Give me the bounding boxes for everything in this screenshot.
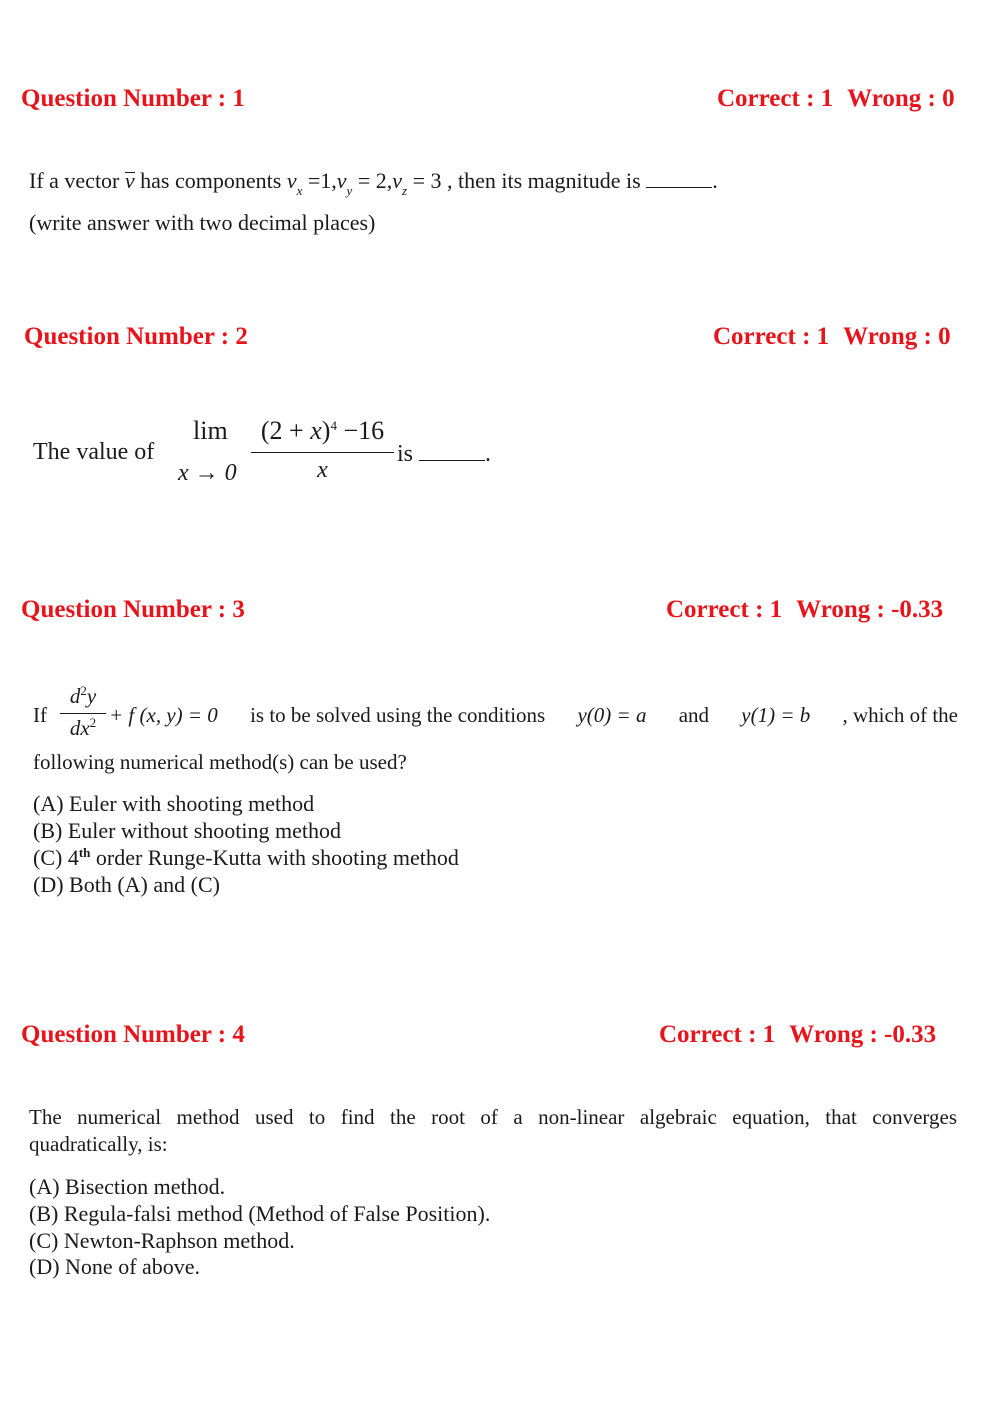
question-4-text-line2: quadratically, is: bbox=[29, 1132, 168, 1156]
question-3-option-a: (A) Euler with shooting method bbox=[33, 791, 315, 816]
limit-fraction bbox=[251, 414, 394, 487]
answer-blank bbox=[419, 442, 485, 461]
condition-2: y(1) = b bbox=[741, 703, 811, 727]
derivative-denominator: $dx^2$ bbox=[69, 715, 97, 740]
answer-blank bbox=[646, 169, 712, 188]
question-3-correct: Correct : 1 bbox=[666, 596, 783, 623]
question-4-option-d: (D) None of above. bbox=[29, 1254, 201, 1279]
question-3-wrong: Wrong : -0.33 bbox=[796, 596, 944, 623]
question-2-correct: Correct : 1 bbox=[713, 323, 830, 350]
limit-subscript: x → 0 bbox=[178, 460, 237, 486]
question-3-heading: Question Number : 3 bbox=[21, 596, 245, 623]
question-1-heading: Question Number : 1 bbox=[21, 85, 245, 112]
ode-equation: + f (x, y) = 0 bbox=[109, 703, 218, 727]
question-1-marks bbox=[717, 86, 955, 111]
limit-operator: lim bbox=[193, 416, 228, 445]
question-4-option-c: (C) Newton-Raphson method. bbox=[29, 1228, 295, 1253]
question-4-option-a: (A) Bisection method. bbox=[29, 1174, 226, 1199]
question-1-correct: Correct : 1 bbox=[717, 85, 834, 112]
question-3-marks bbox=[666, 597, 943, 622]
fraction-numerator: $(2 + x)^4 -16$ bbox=[260, 416, 385, 445]
question-4-marks bbox=[659, 1022, 936, 1047]
derivative-fraction bbox=[60, 682, 106, 745]
question-1-text-line1: If a vector v has components $v_x =1,v_y = 2,v_z = 3$ , then its magnitude is . bbox=[29, 168, 718, 198]
question-2-suffix: is . bbox=[397, 441, 492, 467]
question-4-correct: Correct : 1 bbox=[659, 1021, 776, 1048]
question-2-heading: Question Number : 2 bbox=[24, 323, 248, 350]
question-1-text-line2: (write answer with two decimal places) bbox=[29, 210, 376, 235]
question-3-option-c: (C) 4th order Runge-Kutta with shooting method bbox=[33, 845, 459, 870]
vector-symbol: v bbox=[124, 168, 135, 193]
question-4-text-line1: The numerical method used to find the root of a non-linear algebraic equation, that converges bbox=[29, 1105, 957, 1129]
question-2-wrong: Wrong : 0 bbox=[843, 323, 951, 350]
question-3-if: If bbox=[33, 703, 47, 727]
question-3-option-b: (B) Euler without shooting method bbox=[33, 818, 341, 843]
question-3-equation-line: + f (x, y) = 0 is to be solved using the conditions y(0) = a and y(1) = b , which of the bbox=[109, 703, 958, 727]
condition-1: y(0) = a bbox=[577, 703, 647, 727]
question-3-option-d: (D) Both (A) and (C) bbox=[33, 872, 220, 897]
question-3-text-line2: following numerical method(s) can be used? bbox=[33, 750, 407, 774]
question-4-heading: Question Number : 4 bbox=[21, 1021, 245, 1048]
question-2-marks bbox=[713, 324, 951, 349]
question-4-wrong: Wrong : -0.33 bbox=[789, 1021, 937, 1048]
fraction-denominator: x bbox=[317, 457, 328, 483]
question-1-wrong: Wrong : 0 bbox=[847, 85, 955, 112]
derivative-numerator: $d^2y$ bbox=[69, 683, 97, 708]
question-2-prefix: The value of bbox=[33, 439, 155, 465]
question-4-option-b: (B) Regula-falsi method (Method of False Position). bbox=[29, 1201, 491, 1226]
